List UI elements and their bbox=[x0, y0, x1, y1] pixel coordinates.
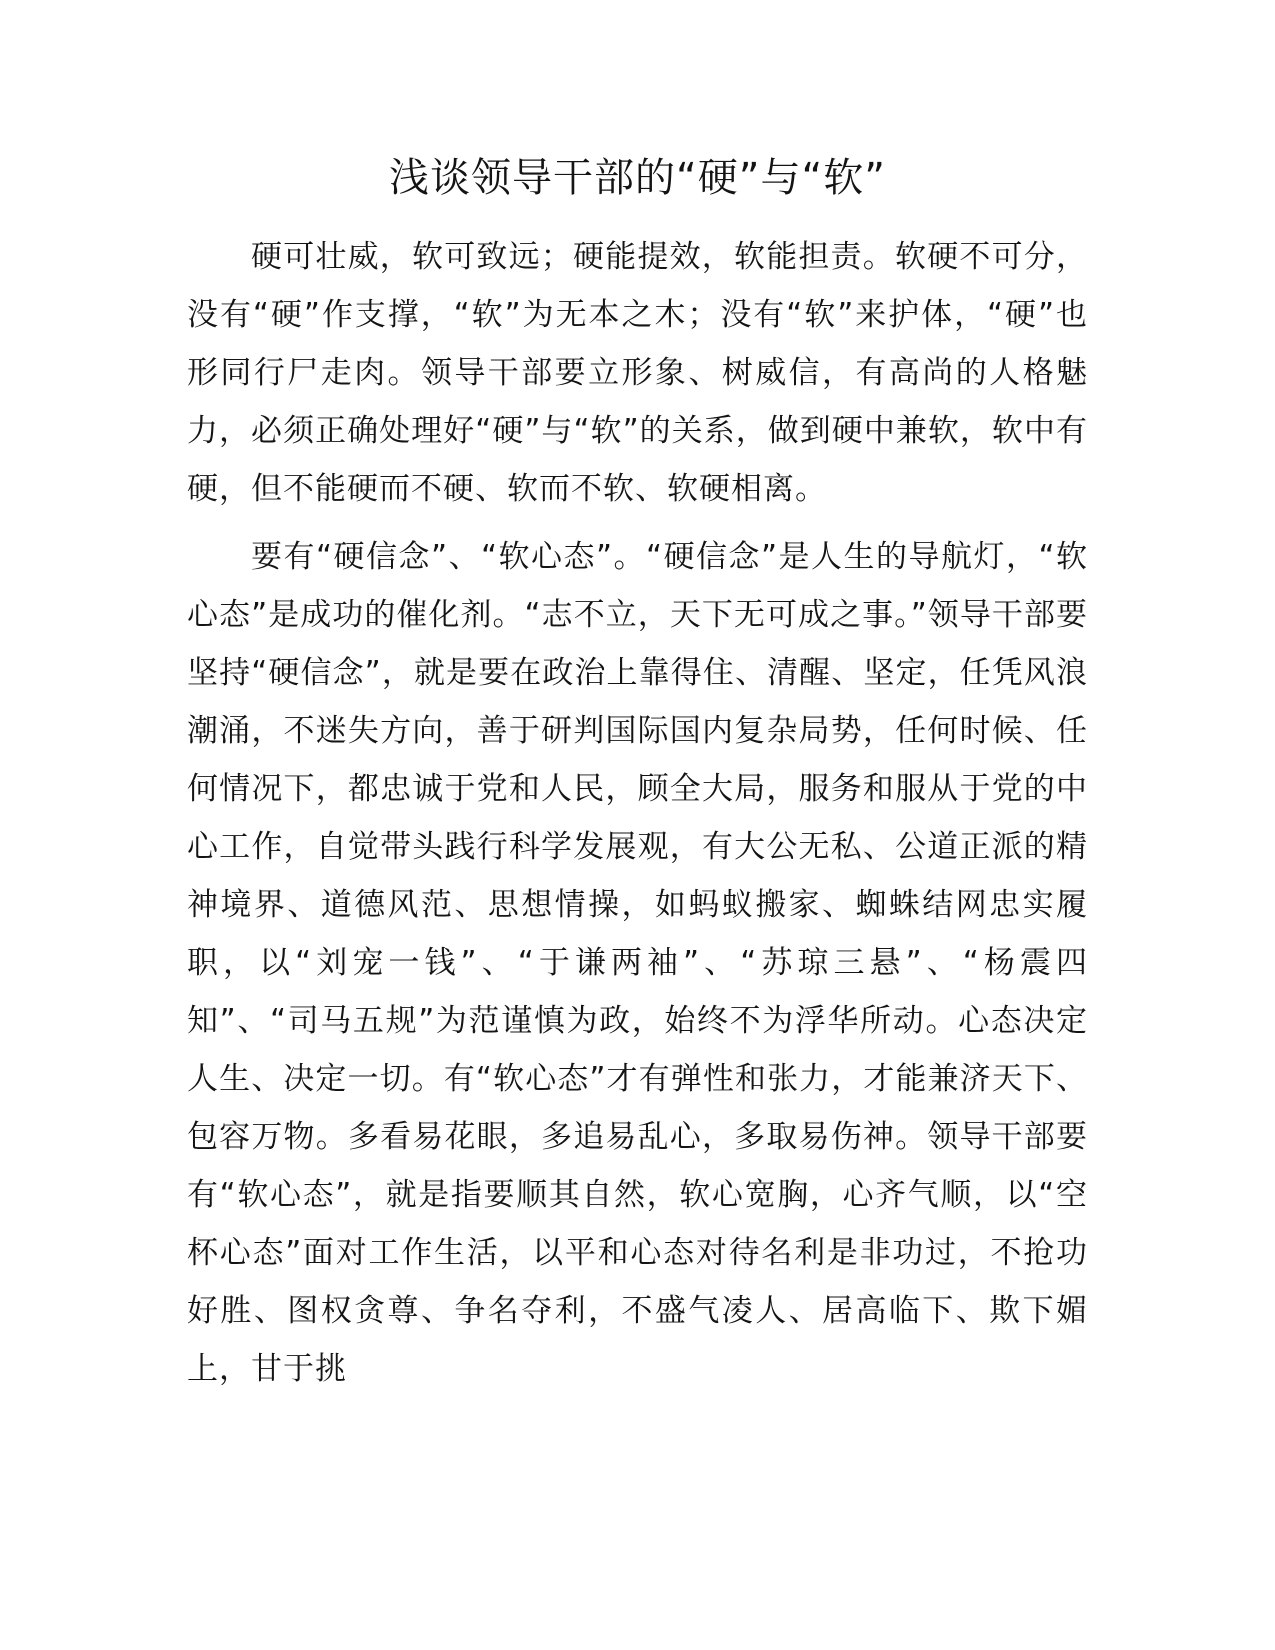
paragraph-2: 要有“硬信念”、“软心态”。“硬信念”是人生的导航灯，“软心态”是成功的催化剂。“志不立，天下无可成之事。”领导干部要坚持“硬信念”，就是要在政治上靠得住、清醒、坚定，任凭风浪潮涌，不迷失方向，善于研判国际国内复杂局势，任何时候、任何情况下，都忠诚于党和人民，顾全大局，服务和服从于党的中心工作，自觉带头践行科学发展观，有大公无私、公道正派的精神境界、道德风范、思想情操，如蚂蚁搬家、蜘蛛结网忠实履职，以“刘宠一钱”、“于谦两袖”、“苏琼三悬”、“杨震四知”、“司马五规”为范谨慎为政，始终不为浮华所动。心态决定人生、决定一切。有“软心态”才有弹性和张力，才能兼济天下、包容万物。多看易花眼，多追易乱心，多取易伤神。领导干部要有“软心态”，就是指要顺其自然，软心宽胸，心齐气顺，以“空杯心态”面对工作生活，以平和心态对待名利是非功过，不抢功好胜、图权贪尊、争名夺利，不盛气凌人、居高临下、欺下媚上，甘于挑 bbox=[187, 539, 1088, 1387]
paragraph-1: 硬可壮威，软可致远；硬能提效，软能担责。软硬不可分，没有“硬”作支撑，“软”为无本之木；没有“软”来护体，“硬”也形同行尸走肉。领导干部要立形象、树威信，有高尚的人格魅力，必须正确处理好“硬”与“软”的关系，做到硬中兼软，软中有硬，但不能硬而不硬、软而不软、软硬相离。 bbox=[187, 239, 1088, 507]
document-title: 浅谈领导干部的“硬”与“软” bbox=[389, 155, 886, 201]
document-body bbox=[187, 228, 1088, 1408]
